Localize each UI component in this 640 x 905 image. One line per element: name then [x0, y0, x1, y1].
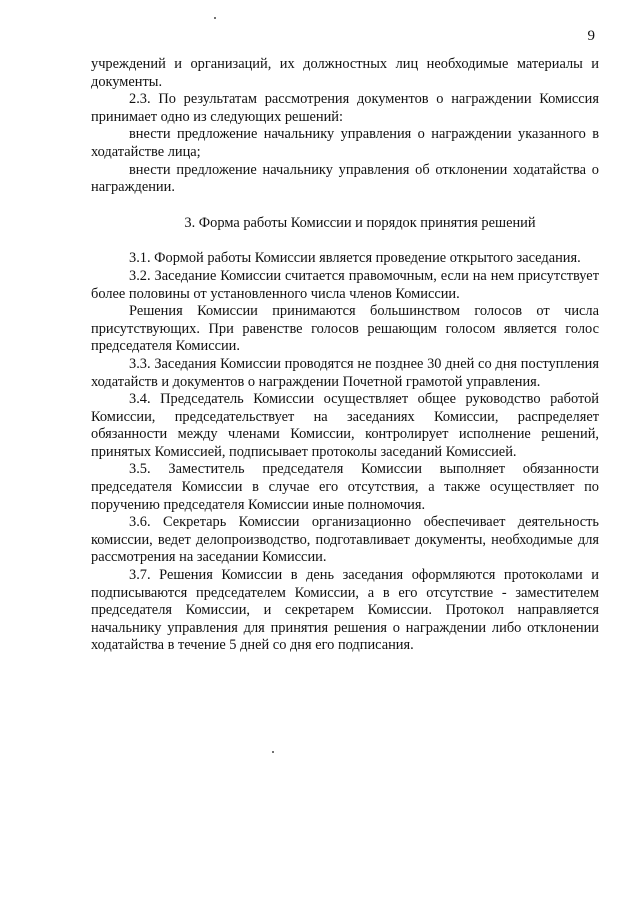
paragraph-3-5: 3.5. Заместитель председателя Комиссии выполняет обязанности председателя Комиссии в случае его отсутствия, а также осуществляет по поручению председателя Комиссии иные полномочия.: [91, 461, 599, 513]
paragraph-3-7: 3.7. Решения Комиссии в день заседания оформляются протоколами и подписываются председателем Комиссии, а в его отсутствие - заместителем председателя Комиссии, и секретарем Комиссии. Протокол направляется начальнику управления для принятия решения о награждении либо отклонении ходатайства в течение 5 дней со дня его подписания.: [91, 567, 599, 654]
paragraph-3-1: 3.1. Формой работы Комиссии является проведение открытого заседания.: [129, 250, 581, 267]
paragraph-option-award: внести предложение начальнику управления о награждении указанного в ходатайстве лица;: [91, 126, 599, 160]
paragraph-3-6: 3.6. Секретарь Комиссии организационно обеспечивает деятельность комиссии, ведет делопроизводство, подготавливает документы, необходимые для рассмотрения на заседании Комиссии.: [91, 514, 599, 566]
paragraph-3-4: 3.4. Председатель Комиссии осуществляет общее руководство работой Комиссии, председательствует на заседаниях Комиссии, распределяет обязанности между членами Комиссии, контролирует исполнение решений, принятых Комиссией, подписывает протоколы заседаний Комиссией.: [91, 391, 599, 460]
paragraph-2-3: 2.3. По результатам рассмотрения документов о награждении Комиссия принимает одно из следующих решений:: [91, 91, 599, 125]
scan-speck: [214, 17, 216, 19]
paragraph-3-3: 3.3. Заседания Комиссии проводятся не позднее 30 дней со дня поступления ходатайств и документов о награждении Почетной грамотой управления.: [91, 355, 599, 390]
paragraph-decisions: Решения Комиссии принимаются большинством голосов от числа присутствующих. При равенстве голосов решающим голосом является голос председателя Комиссии.: [91, 303, 599, 355]
scan-speck: [272, 751, 274, 753]
document-body: [91, 56, 599, 655]
paragraph-3-2: 3.2. Заседание Комиссии считается правомочным, если на нем присутствует более половины от установленного числа членов Комиссии.: [91, 267, 599, 302]
page-number: 9: [587, 28, 595, 44]
section-heading: 3. Форма работы Комиссии и порядок принятия решений: [184, 214, 536, 231]
paragraph-continuation: учреждений и организаций, их должностных лиц необходимые материалы и документы.: [91, 56, 599, 90]
paragraph-option-reject: внести предложение начальнику управления об отклонении ходатайства о награждении.: [91, 161, 599, 196]
